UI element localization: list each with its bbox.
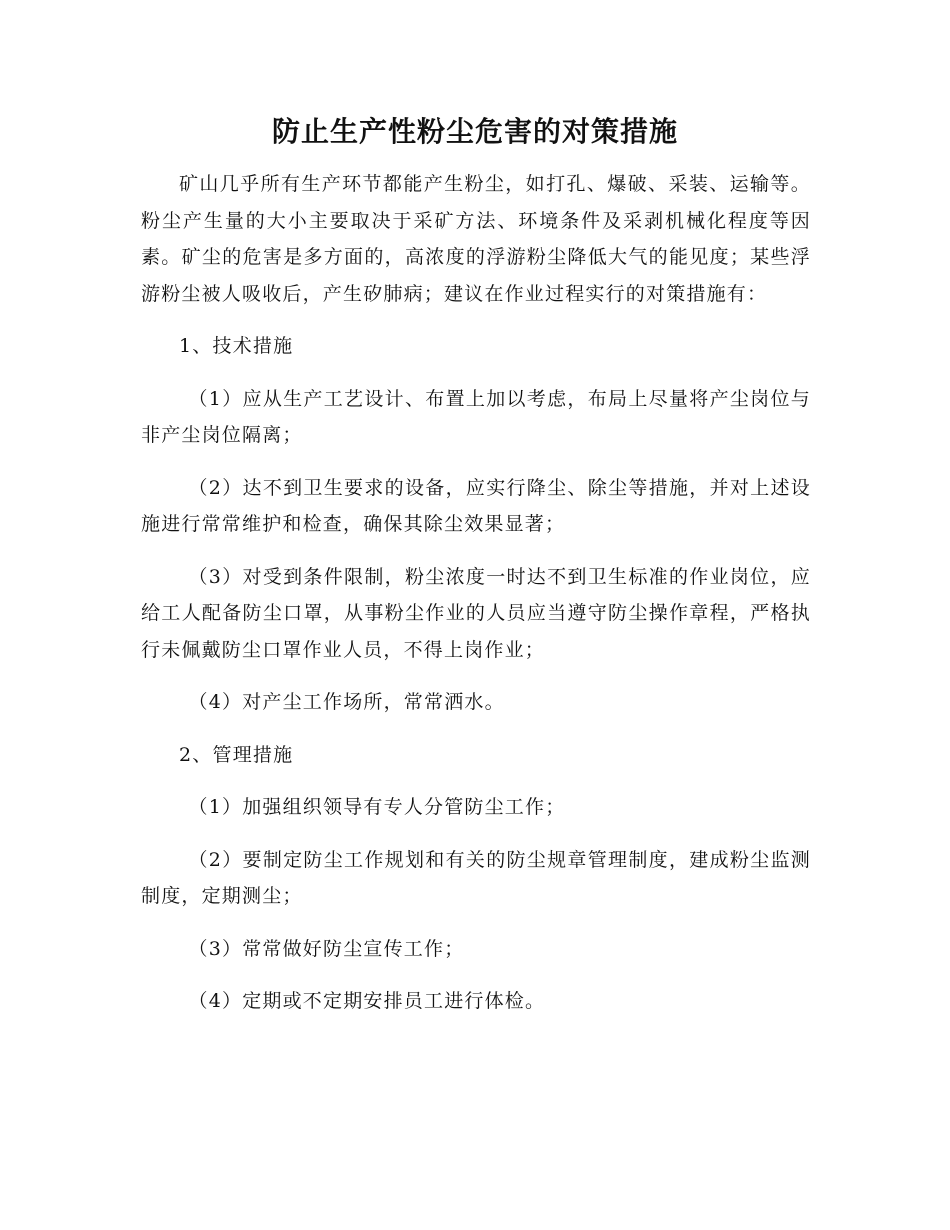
management-item-4: （4）定期或不定期安排员工进行体检。 [188,990,546,1012]
management-item-3: （3）常常做好防尘宣传工作； [188,937,465,960]
document-body [141,166,811,1020]
intro-paragraph: 矿山几乎所有生产环节都能产生粉尘，如打孔、爆破、采装、运输等。粉尘产生量的大小主要取决于采矿方法、环境条件及采剥机械化程度等因素。矿尘的危害是多方面的，高浓度的浮游粉尘降低大气的能见度；某些浮游粉尘被人吸收后，产生矽肺病；建议在作业过程实行的对策措施有： [141,173,811,305]
technical-item-2: （2）达不到卫生要求的设备，应实行降尘、除尘等措施，并对上述设施进行常常维护和检查，确保其除尘效果显著； [141,476,811,535]
management-item-1: （1）加强组织领导有专人分管防尘工作； [188,796,566,818]
technical-item-4: （4）对产尘工作场所，常常洒水。 [188,691,505,713]
technical-item-1: （1）应从生产工艺设计、布置上加以考虑，布局上尽量将产尘岗位与非产尘岗位隔离； [141,387,811,446]
document-title: 防止生产性粉尘危害的对策措施 [271,115,678,148]
management-item-2: （2）要制定防尘工作规划和有关的防尘规章管理制度，建成粉尘监测制度，定期测尘； [141,848,811,907]
technical-item-3: （3）对受到条件限制，粉尘浓度一时达不到卫生标准的作业岗位，应给工人配备防尘口罩，从事粉尘作业的人员应当遵守防尘操作章程，严格执行未佩戴防尘口罩作业人员，不得上岗作业； [141,565,811,661]
section-heading-technical: 1、技术措施 [179,335,294,357]
section-heading-management: 2、管理措施 [179,743,294,766]
